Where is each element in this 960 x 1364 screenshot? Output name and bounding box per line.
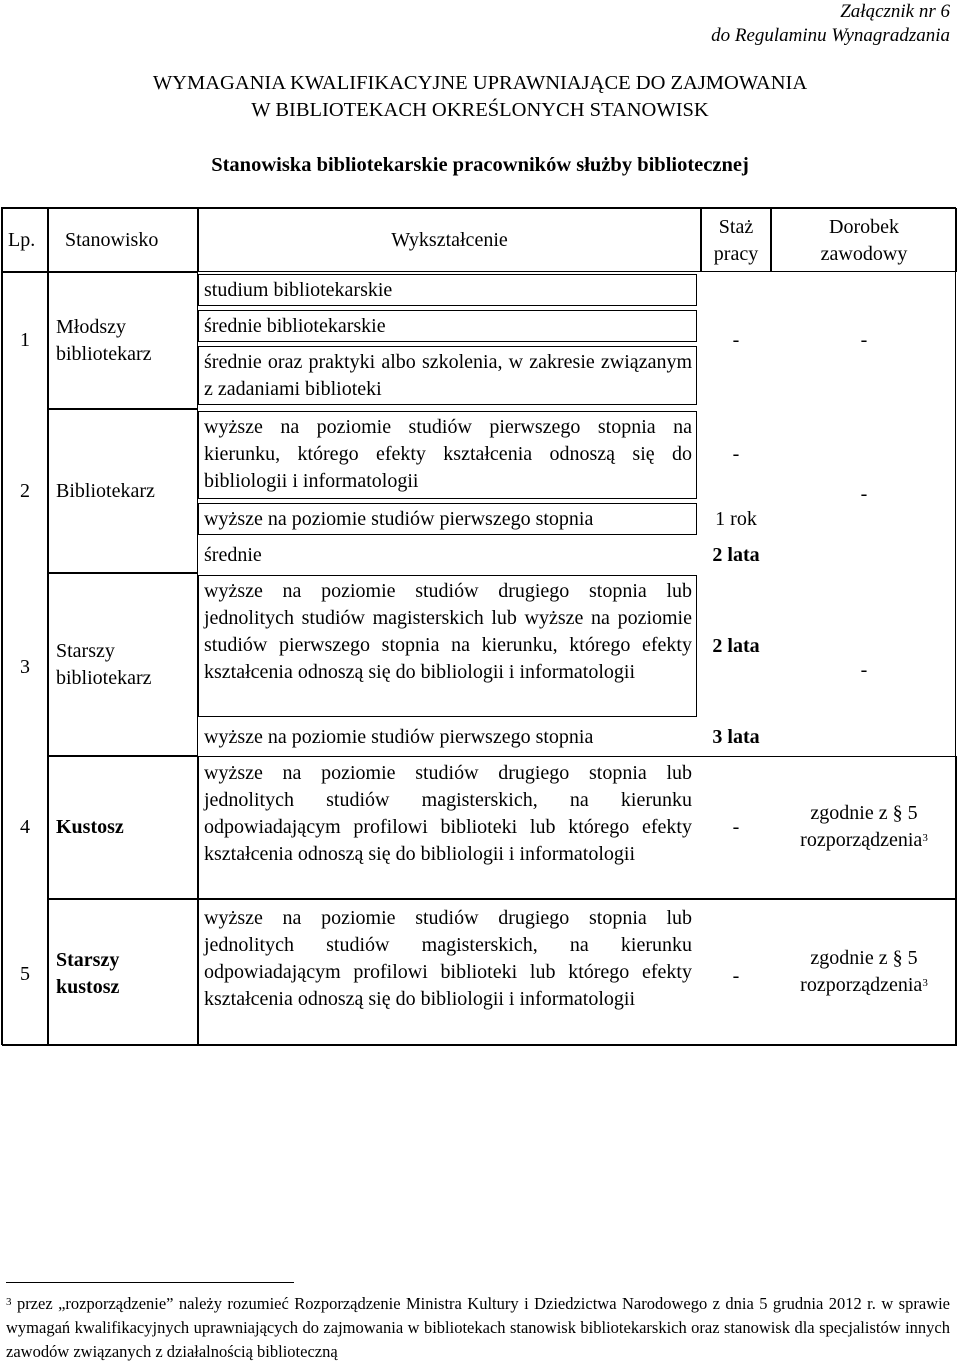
row-2-seniority-2: 1 rok <box>715 508 757 530</box>
row-3-position-line-1: Starszy <box>56 640 115 662</box>
row-3-education-1: wyższe na poziomie studiów drugiego stopnia lub jednolitych studiów magisterskich lub wyższe na poziomie studiów pierwszego stopnia na kierunku, którego efekty kształcenia odnoszą się do bibliologii i informatologii <box>204 580 692 683</box>
document-title-line-1: WYMAGANIA KWALIFIKACYJNE UPRAWNIAJĄCE DO ZAJMOWANIA <box>152 72 808 94</box>
row-3-seniority-2: 3 lata <box>712 726 760 748</box>
row-1-position <box>56 314 152 368</box>
row-3-position-line-2: bibliotekarz <box>56 667 152 689</box>
document-subtitle: Stanowiska bibliotekarskie pracowników służby bibliotecznej <box>211 154 749 176</box>
header-seniority-line-1: Staż <box>718 216 754 238</box>
row-4-achievements-word: rozporządzenia <box>800 829 923 851</box>
footnote-text: przez „rozporządzenie” należy rozumieć Rozporządzenie Ministra Kultury i Dziedzictwa Narodowego z dnia 5 grudnia 2012 r. w sprawie wymagań kwalifikacyjnych uprawniających do zajmowania w bibliotekach stanowisk bibliotekarskich oraz stanowisk dla specjalistów innych zawodów związanych z działalnością biblioteczną <box>6 1294 950 1361</box>
header-seniority-line-2: pracy <box>713 243 759 265</box>
annex-regulation: do Regulaminu Wynagradzania <box>711 25 950 46</box>
annex-number: Załącznik nr 6 <box>840 1 950 22</box>
qualification-table <box>1 207 956 1045</box>
row-5-achievements-line-1: zgodnie z § 5 <box>810 947 918 969</box>
row-3-position <box>56 638 152 692</box>
row-1-seniority: - <box>732 329 740 351</box>
row-4-position: Kustosz <box>56 816 124 838</box>
row-2-lp: 2 <box>20 480 30 502</box>
row-4-education: wyższe na poziomie studiów drugiego stopnia lub jednolitych studiów magisterskich, na kierunku odpowiadającym profilowi biblioteki lub którego efekty kształcenia odnoszą się do bibliologii i informatologii <box>204 762 692 865</box>
row-3-seniority-1: 2 lata <box>712 635 760 657</box>
row-4-achievements <box>771 800 957 854</box>
annex-reference <box>711 0 950 48</box>
row-1-education-2: średnie bibliotekarskie <box>204 315 386 337</box>
document-title-line-2: W BIBLIOTEKACH OKREŚLONYCH STANOWISK <box>251 99 709 121</box>
row-5-lp: 5 <box>20 963 30 985</box>
document-title <box>0 70 960 124</box>
row-4-lp: 4 <box>20 816 30 838</box>
row-1-education-3: średnie oraz praktyki albo szkolenia, w zakresie związanym z zadaniami biblioteki <box>204 351 692 400</box>
row-3-lp: 3 <box>20 656 30 678</box>
row-1-lp: 1 <box>20 329 30 351</box>
header-achievements <box>771 214 957 268</box>
row-2-achievements: - <box>860 483 868 505</box>
header-seniority <box>701 214 771 268</box>
footnote-marker: 3 <box>6 1296 12 1308</box>
row-5-achievements-line-2 <box>771 972 957 999</box>
row-4-achievements-line-2 <box>771 827 957 854</box>
row-2-education-2: wyższe na poziomie studiów pierwszego stopnia <box>204 508 594 530</box>
row-1-education-1: studium bibliotekarskie <box>204 279 393 301</box>
row-5-achievements-word: rozporządzenia <box>800 974 923 996</box>
row-3-achievements: - <box>860 659 868 681</box>
row-5-education: wyższe na poziomie studiów drugiego stopnia lub jednolitych studiów magisterskich, na kierunku odpowiadającym profilowi biblioteki lub którego efekty kształcenia odnoszą się do bibliologii i informatologii <box>204 907 692 1010</box>
row-5-seniority: - <box>732 965 740 987</box>
row-5-position <box>56 947 119 1001</box>
row-4-achievements-line-1: zgodnie z § 5 <box>810 802 918 824</box>
header-lp: Lp. <box>8 229 36 251</box>
row-3-education-2: wyższe na poziomie studiów pierwszego stopnia <box>204 726 594 748</box>
row-4-seniority: - <box>732 816 740 838</box>
row-5-achievements <box>771 945 957 999</box>
row-2-seniority-1: - <box>732 443 740 465</box>
row-1-achievements: - <box>860 329 868 351</box>
header-position: Stanowisko <box>65 229 159 251</box>
footnote-separator <box>6 1282 294 1283</box>
row-5-position-line-2: kustosz <box>56 976 120 998</box>
row-5-position-line-1: Starszy <box>56 949 120 971</box>
footnote-reference: 3 <box>922 832 928 844</box>
header-education: Wykształcenie <box>391 229 508 251</box>
row-2-position: Bibliotekarz <box>56 480 155 502</box>
row-1-position-line-2: bibliotekarz <box>56 343 152 365</box>
row-2-education-1: wyższe na poziomie studiów pierwszego stopnia na kierunku, którego efekty kształcenia odnoszą się do bibliologii i informatologii <box>204 416 692 492</box>
header-achievements-line-1: Dorobek <box>829 216 899 238</box>
footnote-reference: 3 <box>922 977 928 989</box>
footnote <box>6 1292 950 1364</box>
row-1-position-line-1: Młodszy <box>56 316 126 338</box>
header-achievements-line-2: zawodowy <box>820 243 908 265</box>
row-2-education-3: średnie <box>204 544 262 566</box>
row-2-seniority-3: 2 lata <box>712 544 760 566</box>
